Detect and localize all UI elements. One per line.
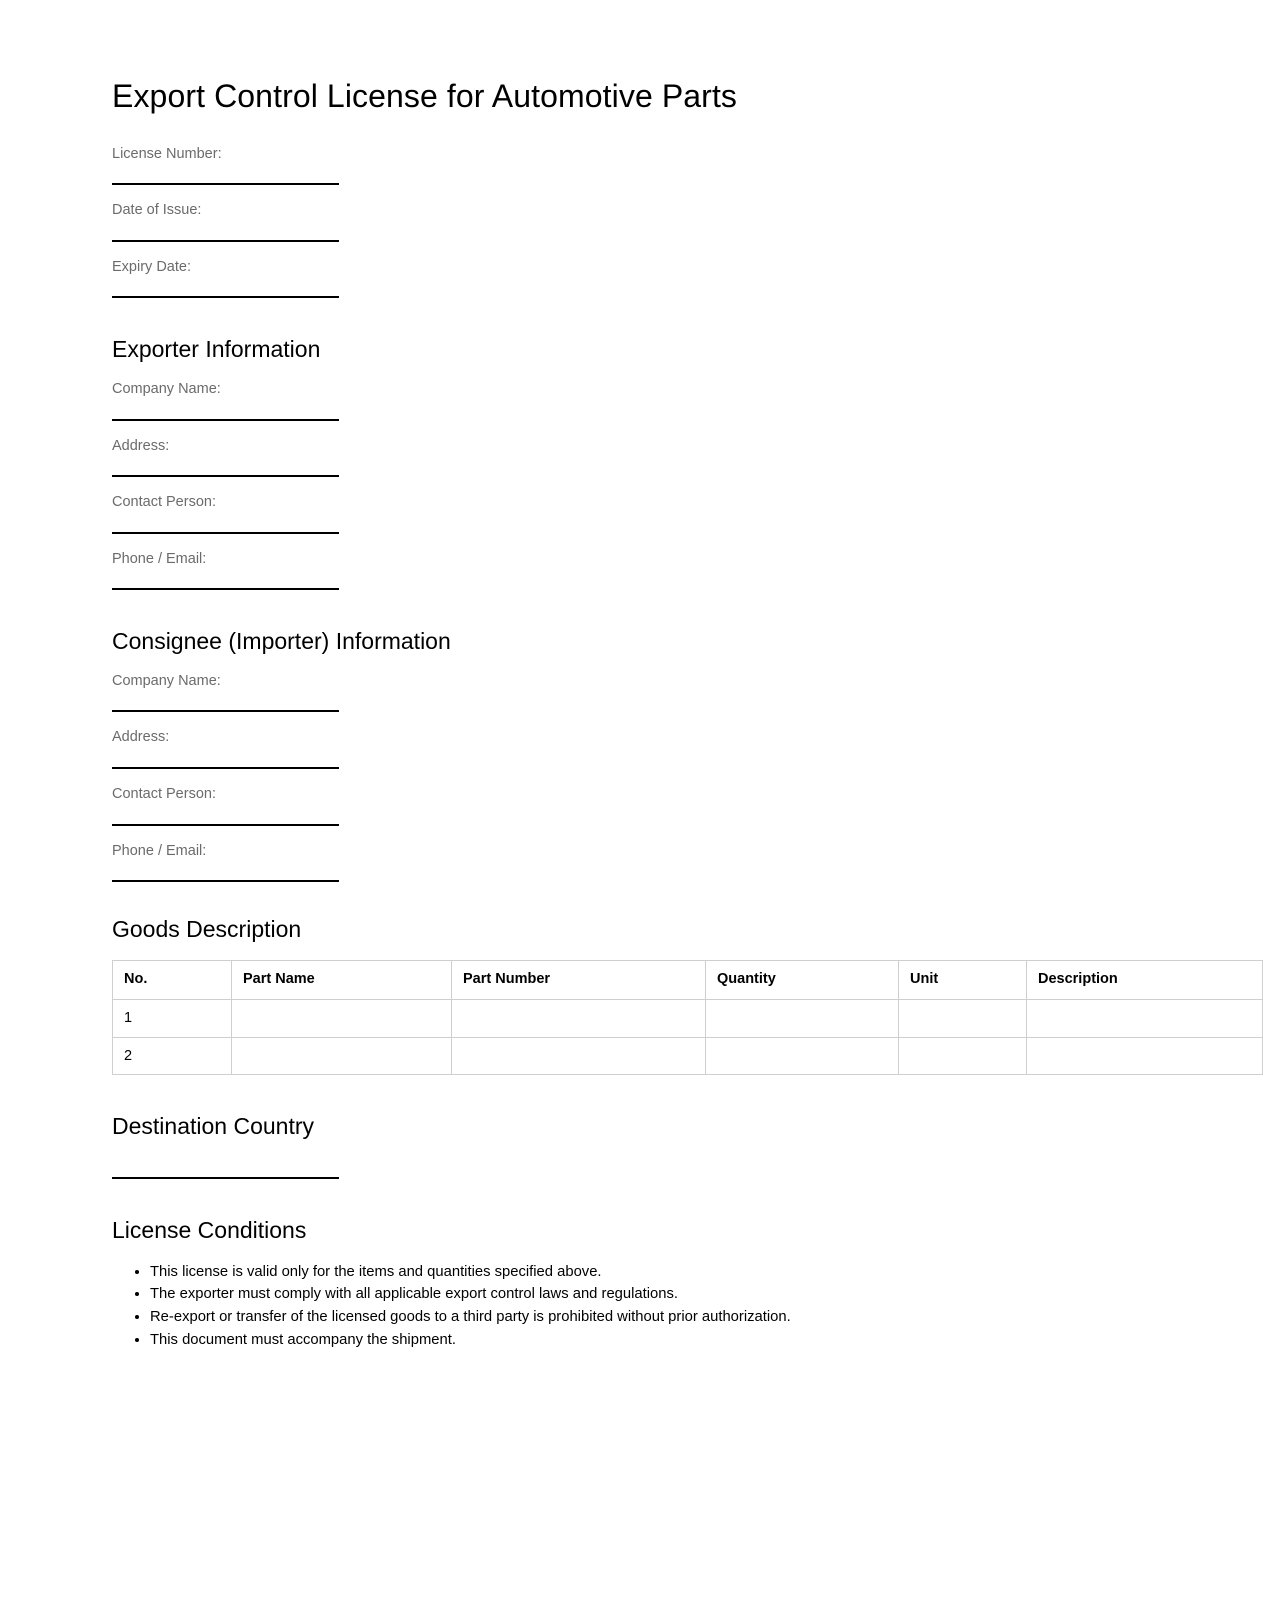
field-underline[interactable] — [112, 183, 339, 185]
table-row — [113, 1037, 1263, 1075]
field-consignee-address — [112, 728, 1151, 769]
cell-no: 1 — [113, 999, 232, 1037]
goods-description-table — [112, 960, 1263, 1076]
field-underline[interactable] — [112, 296, 339, 298]
cell-no: 2 — [113, 1037, 232, 1075]
cell-unit[interactable] — [899, 1037, 1027, 1075]
destination-country-underline[interactable] — [112, 1177, 339, 1179]
field-label: Date of Issue: — [112, 202, 202, 219]
consignee-fields-group — [112, 672, 1151, 882]
cell-quantity[interactable] — [706, 1037, 899, 1075]
field-label: Phone / Email: — [112, 550, 207, 567]
field-exporter-phone-email — [112, 550, 1151, 591]
field-date-of-issue — [112, 201, 1151, 242]
section-heading-consignee: Consignee (Importer) Information — [112, 628, 451, 655]
field-label: Company Name: — [112, 381, 221, 398]
column-header-unit: Unit — [899, 960, 1027, 999]
field-label: Phone / Email: — [112, 842, 207, 859]
cell-part-name[interactable] — [232, 1037, 452, 1075]
section-heading-destination-country: Destination Country — [112, 1113, 314, 1140]
section-heading-license-conditions: License Conditions — [112, 1217, 307, 1244]
field-consignee-contact-person — [112, 785, 1151, 826]
page-title: Export Control License for Automotive Parts — [112, 78, 738, 114]
exporter-fields-group — [112, 380, 1151, 590]
field-label: Address: — [112, 729, 170, 746]
field-label: Contact Person: — [112, 786, 216, 803]
list-item: • This license is valid only for the items and quantities specified above. — [150, 1261, 1151, 1284]
license-identification-group — [112, 145, 1151, 299]
column-header-no: No. — [113, 960, 232, 999]
field-underline[interactable] — [112, 419, 339, 421]
cell-part-number[interactable] — [452, 999, 706, 1037]
section-heading-goods: Goods Description — [112, 916, 302, 943]
field-underline[interactable] — [112, 475, 339, 477]
table-header-row — [113, 960, 1263, 999]
field-underline[interactable] — [112, 240, 339, 242]
cell-part-number[interactable] — [452, 1037, 706, 1075]
column-header-part-name: Part Name — [232, 960, 452, 999]
field-underline[interactable] — [112, 880, 339, 882]
field-license-number — [112, 145, 1151, 186]
table-header — [113, 960, 1263, 999]
cell-description[interactable] — [1027, 1037, 1263, 1075]
field-label: Contact Person: — [112, 494, 216, 511]
field-underline[interactable] — [112, 824, 339, 826]
field-underline[interactable] — [112, 588, 339, 590]
cell-description[interactable] — [1027, 999, 1263, 1037]
field-underline[interactable] — [112, 710, 339, 712]
license-conditions-list — [112, 1261, 1151, 1352]
field-exporter-address — [112, 437, 1151, 478]
cell-unit[interactable] — [899, 999, 1027, 1037]
column-header-part-number: Part Number — [452, 960, 706, 999]
section-heading-exporter: Exporter Information — [112, 336, 321, 363]
list-item: • Re-export or transfer of the licensed goods to a third party is prohibited without prior authorization. — [150, 1306, 1151, 1329]
list-item: • This document must accompany the shipment. — [150, 1329, 1151, 1352]
table-body — [113, 999, 1263, 1075]
field-label: Address: — [112, 437, 170, 454]
cell-quantity[interactable] — [706, 999, 899, 1037]
field-label: Company Name: — [112, 672, 221, 689]
field-expiry-date — [112, 258, 1151, 299]
column-header-description: Description — [1027, 960, 1263, 999]
table-row — [113, 999, 1263, 1037]
field-exporter-company-name — [112, 380, 1151, 421]
column-header-quantity: Quantity — [706, 960, 899, 999]
field-label: License Number: — [112, 145, 222, 162]
field-underline[interactable] — [112, 532, 339, 534]
field-underline[interactable] — [112, 767, 339, 769]
field-exporter-contact-person — [112, 493, 1151, 534]
cell-part-name[interactable] — [232, 999, 452, 1037]
field-consignee-company-name — [112, 672, 1151, 713]
field-label: Expiry Date: — [112, 258, 191, 275]
list-item: • The exporter must comply with all applicable export control laws and regulations. — [150, 1283, 1151, 1306]
field-consignee-phone-email — [112, 842, 1151, 883]
